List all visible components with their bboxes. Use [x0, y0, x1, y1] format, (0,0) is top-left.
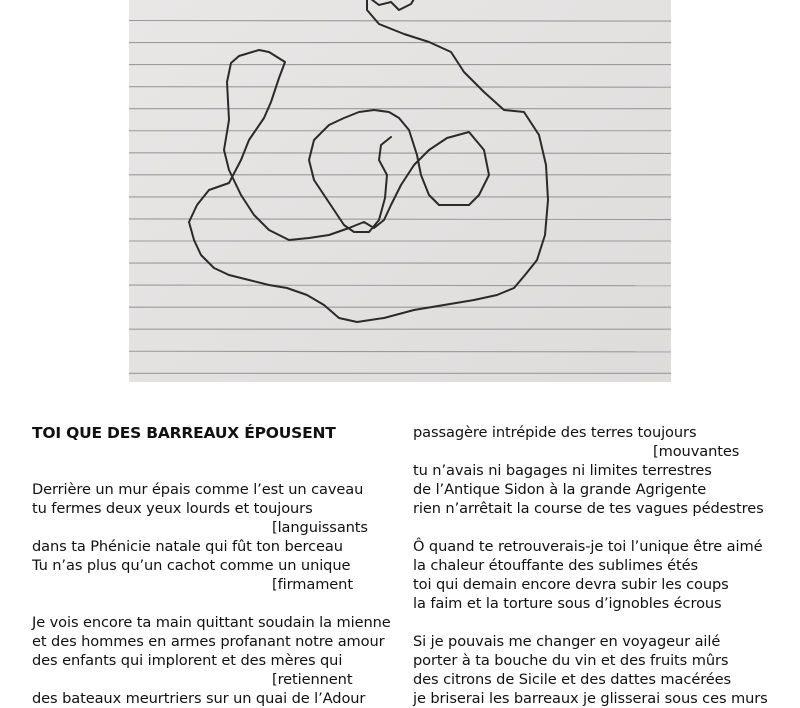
poem-line: de l’Antique Sidon à la grande Agrigente [413, 481, 707, 498]
poem-line: porter à ta bouche du vin et des fruits mûrs [413, 652, 729, 669]
poem-line: des enfants qui implorent et des mères qui [32, 652, 343, 669]
ruled-line [129, 87, 671, 88]
poem-line: des bateaux meurtriers sur un quai de l’Adour [32, 690, 366, 707]
poem-line: Tu n’as plus qu’un cachot comme un unique [32, 557, 351, 574]
poem-line: et des hommes en armes profanant notre amour [32, 633, 385, 650]
poem-line: la faim et la torture sous d’ignobles écrous [413, 595, 722, 612]
poem-line: tu n’avais ni bagages ni limites terrestres [413, 462, 712, 479]
poem-line: [firmament [272, 576, 353, 593]
ruled-line [129, 351, 671, 352]
poem-line: [languissants [272, 519, 368, 536]
poem-line: Derrière un mur épais comme l’est un caveau [32, 481, 364, 498]
drawing-photo [129, 0, 671, 382]
poem-line: des citrons de Sicile et des dattes macérées [413, 671, 732, 688]
poem-line: Si je pouvais me changer en voyageur ailé [413, 633, 721, 650]
poem-line: Ô quand te retrouverais-je toi l’unique être aimé [413, 538, 763, 555]
poem-line: rien n’arrêtait la course de tes vagues pédestres [413, 500, 764, 517]
ruled-line [129, 153, 671, 154]
poem-line: tu fermes deux yeux lourds et toujours [32, 500, 313, 517]
poem-line: Je vois encore ta main quittant soudain la mienne [32, 614, 391, 631]
poem-line: je briserai les barreaux je glisserai sous ces murs [413, 690, 768, 707]
poem-line: passagère intrépide des terres toujours [413, 424, 697, 441]
poem-title: TOI QUE DES BARREAUX ÉPOUSENT [32, 424, 336, 442]
spiral-sketch-image [129, 0, 671, 382]
ruled-line [129, 285, 671, 286]
poem-line: [retiennent [272, 671, 353, 688]
poem-line: toi qui demain encore devra subir les coups [413, 576, 729, 593]
ruled-line [129, 219, 671, 220]
poem-line: la chaleur étouffante des sublimes étés [413, 557, 698, 574]
poem-line: [mouvantes [653, 443, 740, 460]
poem-line: dans ta Phénicie natale qui fût ton berceau [32, 538, 343, 555]
ruled-line [129, 21, 671, 22]
